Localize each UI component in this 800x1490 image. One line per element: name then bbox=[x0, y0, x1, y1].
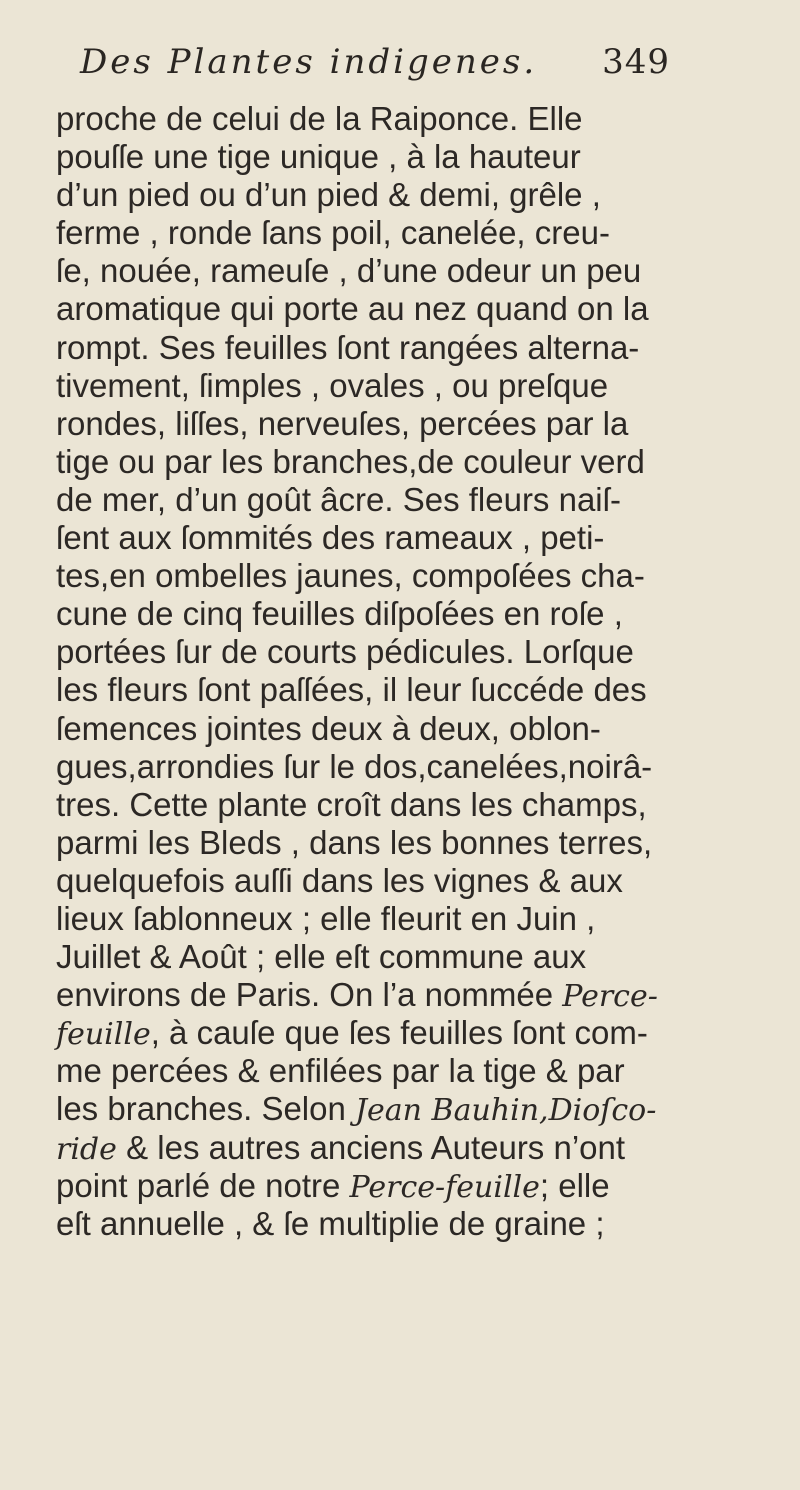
text-line bbox=[56, 710, 776, 748]
text-line bbox=[56, 1090, 776, 1128]
text-line bbox=[56, 405, 776, 443]
text-line bbox=[56, 1129, 776, 1167]
text-line bbox=[56, 557, 776, 595]
text-run: pouſſe une tige unique , à la hauteur bbox=[56, 138, 581, 176]
italic-term: feuille bbox=[56, 1017, 151, 1053]
text-run: ſemences jointes deux à deux, oblon- bbox=[56, 709, 601, 747]
text-line bbox=[56, 633, 776, 671]
text-line bbox=[56, 329, 776, 367]
text-line bbox=[56, 138, 776, 176]
text-line bbox=[56, 862, 776, 900]
italic-term: ride bbox=[56, 1131, 117, 1167]
text-line bbox=[56, 595, 776, 633]
text-line bbox=[56, 100, 776, 138]
text-line bbox=[56, 938, 776, 976]
page-number: 349 bbox=[602, 42, 670, 82]
text-run: point parlé de notre bbox=[56, 1166, 350, 1204]
text-run: ferme , ronde ſans poil, canelée, creu- bbox=[56, 214, 610, 252]
text-run: rondes, liſſes, nerveuſes, percées par la bbox=[56, 404, 629, 442]
text-run: tige ou par les branches,de couleur verd bbox=[56, 442, 645, 480]
text-line bbox=[56, 252, 776, 290]
text-line bbox=[56, 481, 776, 519]
text-run: ; elle bbox=[539, 1166, 610, 1204]
text-line bbox=[56, 519, 776, 557]
text-run: tres. Cette plante croît dans les champs, bbox=[56, 785, 647, 823]
text-line bbox=[56, 1052, 776, 1090]
text-run: environs de Paris. On l’a nommée bbox=[56, 976, 563, 1014]
text-run: aromatique qui porte au nez quand on la bbox=[56, 290, 649, 328]
text-run: cune de cinq feuilles diſpoſées en roſe , bbox=[56, 595, 623, 633]
text-run: les branches. Selon bbox=[56, 1090, 356, 1128]
text-run: tes,en ombelles jaunes, compoſées cha- bbox=[56, 557, 645, 595]
text-run: parmi les Bleds , dans les bonnes terres, bbox=[56, 823, 653, 861]
text-line bbox=[56, 748, 776, 786]
text-line bbox=[56, 786, 776, 824]
text-line bbox=[56, 176, 776, 214]
text-run: quelquefois auſſi dans les vignes & aux bbox=[56, 861, 623, 899]
running-title: Des Plantes indigenes. bbox=[80, 42, 538, 82]
text-line bbox=[56, 671, 776, 709]
text-line bbox=[56, 214, 776, 252]
text-line bbox=[56, 367, 776, 405]
text-run: d’un pied ou d’un pied & demi, grêle , bbox=[56, 176, 601, 214]
text-run: de mer, d’un goût âcre. Ses fleurs naiſ- bbox=[56, 480, 621, 518]
text-run: proche de celui de la Raiponce. Elle bbox=[56, 100, 583, 137]
text-run: les fleurs ſont paſſées, il leur ſuccéde des bbox=[56, 671, 647, 709]
body-text bbox=[56, 100, 776, 1243]
text-line bbox=[56, 824, 776, 862]
italic-term: Jean Bauhin,Dioſco- bbox=[355, 1093, 657, 1129]
text-line bbox=[56, 900, 776, 938]
text-run: tivement, ſimples , ovales , ou preſque bbox=[56, 366, 609, 404]
italic-term: Perce-feuille bbox=[349, 1169, 540, 1205]
text-run: rompt. Ses feuilles ſont rangées alterna- bbox=[56, 328, 640, 366]
text-run: eſt annuelle , & ſe multiplie de graine ; bbox=[56, 1204, 605, 1242]
running-head bbox=[80, 42, 670, 92]
text-line bbox=[56, 1167, 776, 1205]
text-run: lieux ſablonneux ; elle fleurit en Juin , bbox=[56, 899, 596, 937]
text-run: Juillet & Août ; elle eſt commune aux bbox=[56, 938, 587, 976]
text-run: , à cauſe que ſes feuilles ſont com- bbox=[150, 1014, 648, 1052]
text-line bbox=[56, 1205, 776, 1243]
text-line bbox=[56, 976, 776, 1014]
text-run: & les autres anciens Auteurs n’ont bbox=[116, 1128, 626, 1166]
text-line bbox=[56, 443, 776, 481]
text-run: portées ſur de courts pédicules. Lorſque bbox=[56, 633, 634, 671]
text-run: ſent aux ſommités des rameaux , peti- bbox=[56, 519, 605, 557]
text-run: me percées & enfilées par la tige & par bbox=[56, 1052, 625, 1090]
text-run: gues,arrondies ſur le dos,canelées,noirâ- bbox=[56, 747, 653, 785]
text-line bbox=[56, 290, 776, 328]
italic-term: Perce- bbox=[562, 979, 658, 1015]
text-run: ſe, nouée, rameuſe , d’une odeur un peu bbox=[56, 252, 642, 290]
text-line bbox=[56, 1014, 776, 1052]
